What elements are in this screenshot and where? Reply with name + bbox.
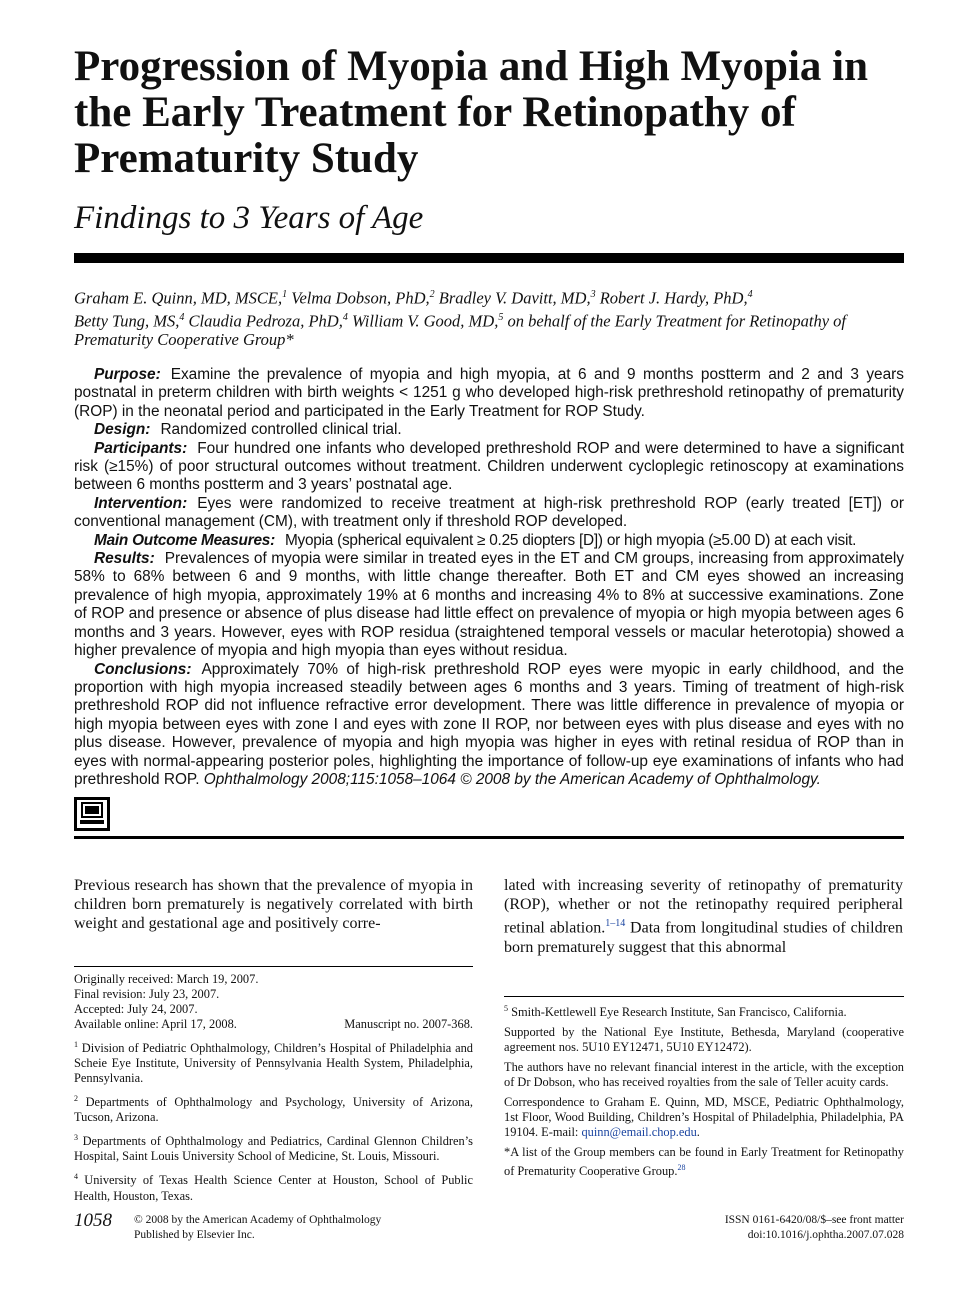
body-column-right	[504, 876, 903, 957]
title-rule	[74, 253, 904, 263]
author: Graham E. Quinn, MD, MSCE,	[74, 288, 283, 308]
footnote-rule-left	[74, 966, 473, 967]
reference-link[interactable]: 28	[677, 1163, 686, 1173]
abstract-participants: Participants: Four hundred one infants who developed prethreshold ROP and were determined to have a significant risk (≥15%) of poor structural outcomes without treatment. Children underwent cycloplegic retinoscopy at examinations between 6 months postterm and 3 years’ postnatal age.	[74, 439, 904, 494]
body-column-left	[74, 876, 473, 934]
abstract	[74, 366, 904, 789]
funding-note: Supported by the National Eye Institute, Bethesda, Maryland (cooperative agreement nos. 5U10 EY12471, 5U10 EY12472).	[504, 1025, 904, 1055]
group-note: *A list of the Group members can be found in Early Treatment for Retinopathy of Prematurity Cooperative Group.$^{28}$	[504, 1145, 904, 1179]
correspondence-note: Correspondence to Graham E. Quinn, MD, MSCE, Pediatric Ophthalmology, 1st Floor, Wood Building, Children’s Hospital of Philadelphia, Philadelphia, PA 19104. E-mail: quinn@email.chop.edu.	[504, 1095, 904, 1140]
issn-line: ISSN 0161-6420/08/$–see front matter	[724, 1214, 904, 1226]
abstract-intervention: Intervention: Eyes were randomized to receive treatment at high-risk prethreshold ROP (early treated [ET]) or conventional management (CM), with treatment only if threshold ROP developed.	[74, 494, 904, 531]
author-list: Graham E. Quinn, MD, MSCE,$^1$ Velma Dobson, PhD,$^2$ Bradley V. Davitt, MD,$^3$ Robert J. Hardy, PhD,$^4$ Betty Tung, MS,$^4$ Claudia Pedroza, PhD,$^4$ William V. Good, MD,$^5$ on behalf of the Early Treatment for Retinopathy of Prematurity Cooperative Group*	[74, 288, 846, 349]
computer-terminal-icon[interactable]	[74, 797, 110, 831]
abstract-purpose: Purpose: Examine the prevalence of myopia and high myopia, at 6 and 9 months postterm and 2 and 3 years postnatal in preterm children with birth weights < 1251 g who developed high-risk prethreshold retinopathy of prematurity (ROP) in the neonatal period and participated in the Early Treatment for ROP Study.	[74, 366, 904, 420]
article-title: Progression of Myopia and High Myopia in the Early Treatment for Retinopathy of Prematurity Study	[74, 43, 869, 182]
abstract-conclusions: Conclusions: Approximately 70% of high-risk prethreshold ROP eyes were myopic in early childhood, and the proportion with high myopia increased steadily between ages 6 months and 3 years. Timing of treatment of high-risk prethreshold ROP did not influence refractive error development. There was little difference in prevalence of myopia or high myopia between eyes with zone I and eyes with zone II ROP, nor between eyes with plus disease and eyes with no plus disease. However, prevalence of myopia and high myopia was higher in eyes with retinal residua of ROP than in eyes with normal-appearing posterior poles, highlighting the importance of follow-up eye examinations of infants who had prethreshold ROP. Ophthalmology 2008;115:1058–1064 © 2008 by the American Academy of Ophthalmology.	[74, 660, 904, 788]
received-date: Originally received: March 19, 2007.	[74, 972, 259, 986]
footnote-rule-right	[504, 996, 904, 997]
abstract-results: Results: Prevalences of myopia were similar in treated eyes in the ET and CM groups, increasing from approximately 58% to 68% between 6 and 9 months, with little change thereafter. Both ET and CM eyes showed an increasing prevalence of high myopia, approximately 19% at 6 months and increasing 4% to 8% at successive examinations. Zone of ROP and presence or absence of plus disease had little effect on prevalence of myopia or high myopia between ages 6 months and 3 years. However, eyes with ROP residua (straightened temporal vessels or macular heterotopia) showed a higher prevalence of myopia and high myopia than eyes without residua.	[74, 550, 904, 660]
abstract-rule	[74, 836, 904, 839]
publisher-line: Published by Elsevier Inc.	[134, 1229, 255, 1241]
affiliation-2: $^2$ Departments of Ophthalmology and Psychology, University of Arizona, Tucson, Arizona.	[74, 1094, 473, 1125]
author: Bradley V. Davitt, MD,	[438, 288, 591, 308]
online-date: Available online: April 17, 2008.	[74, 1017, 237, 1031]
author: Velma Dobson, PhD,	[291, 288, 430, 308]
author: Claudia Pedroza, PhD,	[188, 311, 343, 330]
body-paragraph: Previous research has shown that the prevalence of myopia in children born prematurely is negatively correlated with birth weight and gestational age and positively corre-	[74, 877, 473, 933]
copyright-line: © 2008 by the American Academy of Ophthalmology	[134, 1214, 382, 1226]
footnotes-right	[504, 1001, 904, 1184]
publisher-info	[134, 1213, 381, 1243]
email-link[interactable]: quinn@email.chop.edu	[581, 1125, 697, 1140]
page-number: 1058	[74, 1210, 112, 1231]
affiliation-3: $^3$ Departments of Ophthalmology and Pediatrics, Cardinal Glennon Children’s Hospital, Saint Louis University School of Medicine, St. Louis, Missouri.	[74, 1133, 473, 1164]
issn-block	[725, 1213, 904, 1243]
author: William V. Good, MD,	[351, 311, 499, 330]
revision-date: Final revision: July 23, 2007.	[74, 987, 220, 1001]
affiliation-4: $^4$ University of Texas Health Science Center at Houston, School of Public Health, Houston, Texas.	[74, 1172, 473, 1203]
footnotes-left	[74, 972, 473, 1209]
abstract-design: Design: Randomized controlled clinical trial.	[94, 421, 402, 439]
affiliation-1: $^1$ Division of Pediatric Ophthalmology, Children’s Hospital of Philadelphia and Scheie Eye Institute, University of Pennsylvania Health System, Philadelphia, Pennsylvania.	[74, 1040, 473, 1086]
reference-link[interactable]: 1–14	[605, 918, 626, 930]
author: Betty Tung, MS,	[74, 311, 180, 330]
abstract-outcome: Main Outcome Measures: Myopia (spherical equivalent ≥ 0.25 diopters [D]) or high myopia (≥5.00 D) at each visit.	[94, 531, 857, 549]
authors-group: on behalf of the Early Treatment for Retinopathy of Prematurity Cooperative Group*	[74, 311, 846, 349]
body-paragraph: lated with increasing severity of retinopathy of prematurity (ROP), whether or not the retinopathy required peripheral retinal ablation.$^{1-14}$ Data from longitudinal studies of children born prematurely suggest that this abnormal	[504, 877, 904, 956]
affiliation-5: $^5$ Smith-Kettlewell Eye Research Institute, San Francisco, California.	[504, 1004, 847, 1020]
manuscript-number: Manuscript no. 2007-368.	[344, 1017, 473, 1031]
accepted-date: Accepted: July 24, 2007.	[74, 1002, 198, 1016]
abstract-citation: Ophthalmology 2008;115:1058–1064 © 2008 by the American Academy of Ophthalmology.	[203, 770, 821, 788]
author: Robert J. Hardy, PhD,	[599, 288, 748, 308]
doi-line: doi:10.1016/j.ophtha.2007.07.028	[747, 1229, 904, 1241]
interest-note: The authors have no relevant financial interest in the article, with the exception of Dr Dobson, who has received royalties from the sale of Teller acuity cards.	[504, 1060, 904, 1090]
article-subtitle: Findings to 3 Years of Age	[74, 200, 424, 236]
